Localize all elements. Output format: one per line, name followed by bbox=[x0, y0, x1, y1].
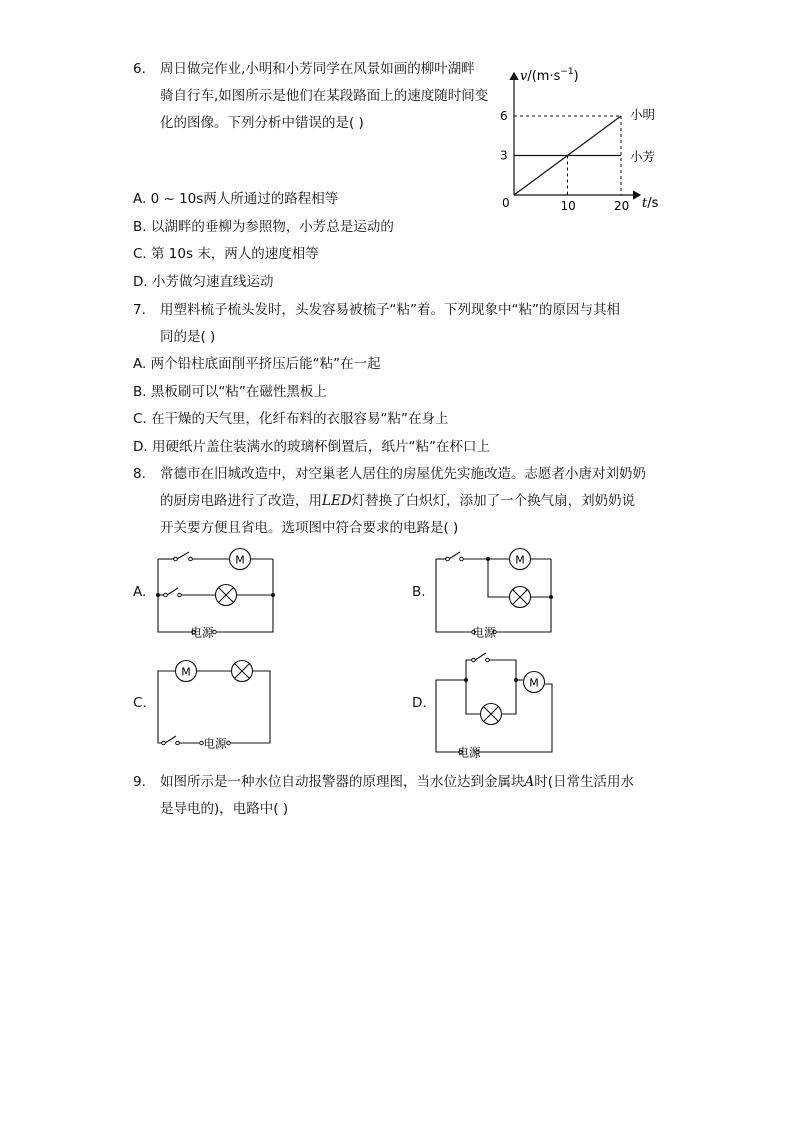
question-number: 8. bbox=[133, 466, 146, 482]
lamp-symbol bbox=[232, 661, 253, 682]
question-number: 6. bbox=[133, 61, 146, 77]
x-axis-label-unit: /s bbox=[647, 196, 659, 211]
y-axis-label-close: ) bbox=[573, 69, 579, 84]
series-label-xiaoming: 小明 bbox=[630, 107, 656, 122]
text-run: 灯替换了白炽灯，添加了一个换气扇，刘奶奶说 bbox=[351, 493, 636, 509]
y-axis-label-unit: /(m·s bbox=[527, 69, 561, 84]
motor-symbol bbox=[230, 549, 251, 570]
svg-text:v/(m·s−1) bbox=[520, 67, 579, 84]
metal-block-label: A bbox=[524, 774, 535, 790]
power-source-label: 电源 bbox=[203, 736, 227, 751]
lamp-symbol bbox=[481, 704, 502, 725]
x-axis-label-symbol: t bbox=[642, 196, 648, 211]
power-source-label: 电源 bbox=[472, 625, 496, 640]
question-number: 9. bbox=[133, 774, 146, 790]
y-axis-label-exponent: −1 bbox=[560, 67, 574, 77]
question-text-line: 周日做完作业,小明和小芳同学在风景如画的柳叶湖畔 bbox=[160, 61, 475, 77]
y-axis-label-symbol: v bbox=[520, 69, 528, 84]
circuit-d-diagram bbox=[428, 648, 563, 760]
circuit-c-diagram bbox=[150, 655, 280, 753]
series-label-xiaofang: 小芳 bbox=[630, 149, 656, 164]
option-c: C. 第 10s 末，两人的速度相等 bbox=[133, 246, 319, 262]
motor-symbol bbox=[524, 672, 545, 693]
question-text-line: 开关要方便且省电。选项图中符合要求的电路是( ) bbox=[160, 520, 459, 536]
velocity-time-graph bbox=[490, 55, 675, 215]
option-d: D. 小芳做匀速直线运动 bbox=[133, 274, 274, 290]
question-number: 7. bbox=[133, 302, 146, 318]
origin-label: 0 bbox=[502, 196, 510, 210]
motor-label: M bbox=[181, 665, 191, 679]
lamp-symbol bbox=[510, 587, 531, 608]
circuit-a-diagram bbox=[150, 545, 285, 640]
motor-symbol bbox=[510, 549, 531, 570]
circuit-a-label: A. bbox=[133, 584, 147, 600]
svg-text:t/s bbox=[642, 196, 659, 211]
option-d: D. 用硬纸片盖住装满水的玻璃杯倒置后，纸片“粘”在杯口上 bbox=[133, 439, 490, 455]
motor-symbol bbox=[176, 661, 197, 682]
option-a: A. 两个铅柱底面削平挤压后能“粘”在一起 bbox=[133, 356, 381, 372]
question-text-line: 化的图像。下列分析中错误的是( ) bbox=[160, 115, 364, 131]
x-tick-label-10: 10 bbox=[560, 199, 576, 213]
option-a: A. 0 ~ 10s两人所通过的路程相等 bbox=[133, 191, 339, 207]
motor-label: M bbox=[235, 553, 245, 567]
motor-label: M bbox=[515, 553, 525, 567]
text-run: 时(日常生活用水 bbox=[534, 774, 635, 790]
question-text-line bbox=[160, 495, 635, 509]
circuit-d-label: D. bbox=[412, 695, 427, 711]
power-source-label: 电源 bbox=[457, 745, 481, 760]
option-b: B. 黑板刷可以“粘”在磁性黑板上 bbox=[133, 384, 327, 400]
question-text-line: 同的是( ) bbox=[160, 329, 216, 345]
circuit-c-label: C. bbox=[133, 695, 147, 711]
x-tick-label-20: 20 bbox=[614, 199, 630, 213]
led-term: LED bbox=[322, 493, 352, 509]
lamp-symbol bbox=[216, 585, 237, 606]
motor-label: M bbox=[529, 676, 539, 690]
question-text-line bbox=[160, 776, 634, 790]
question-text-line: 是导电的)，电路中( ) bbox=[160, 801, 289, 817]
y-tick-label-3: 3 bbox=[500, 148, 508, 163]
question-text-line: 用塑料梳子梳头发时，头发容易被梳子“粘”着。下列现象中“粘”的原因与其相 bbox=[160, 302, 620, 318]
option-b: B. 以湖畔的垂柳为参照物，小芳总是运动的 bbox=[133, 219, 394, 235]
option-c: C. 在干燥的天气里，化纤布料的衣服容易“粘”在身上 bbox=[133, 411, 449, 427]
power-source-label: 电源 bbox=[190, 625, 214, 640]
circuit-b-label: B. bbox=[412, 584, 426, 600]
circuit-b-diagram bbox=[428, 545, 563, 640]
question-text-line: 骑自行车,如图所示是他们在某段路面上的速度随时间变 bbox=[160, 88, 489, 104]
text-run: 如图所示是一种水位自动报警器的原理图，当水位达到金属块 bbox=[160, 774, 525, 790]
y-tick-label-6: 6 bbox=[500, 109, 508, 123]
question-text-line: 常德市在旧城改造中，对空巢老人居住的房屋优先实施改造。志愿者小唐对刘奶奶 bbox=[160, 466, 646, 482]
text-run: 的厨房电路进行了改造，用 bbox=[160, 493, 322, 509]
